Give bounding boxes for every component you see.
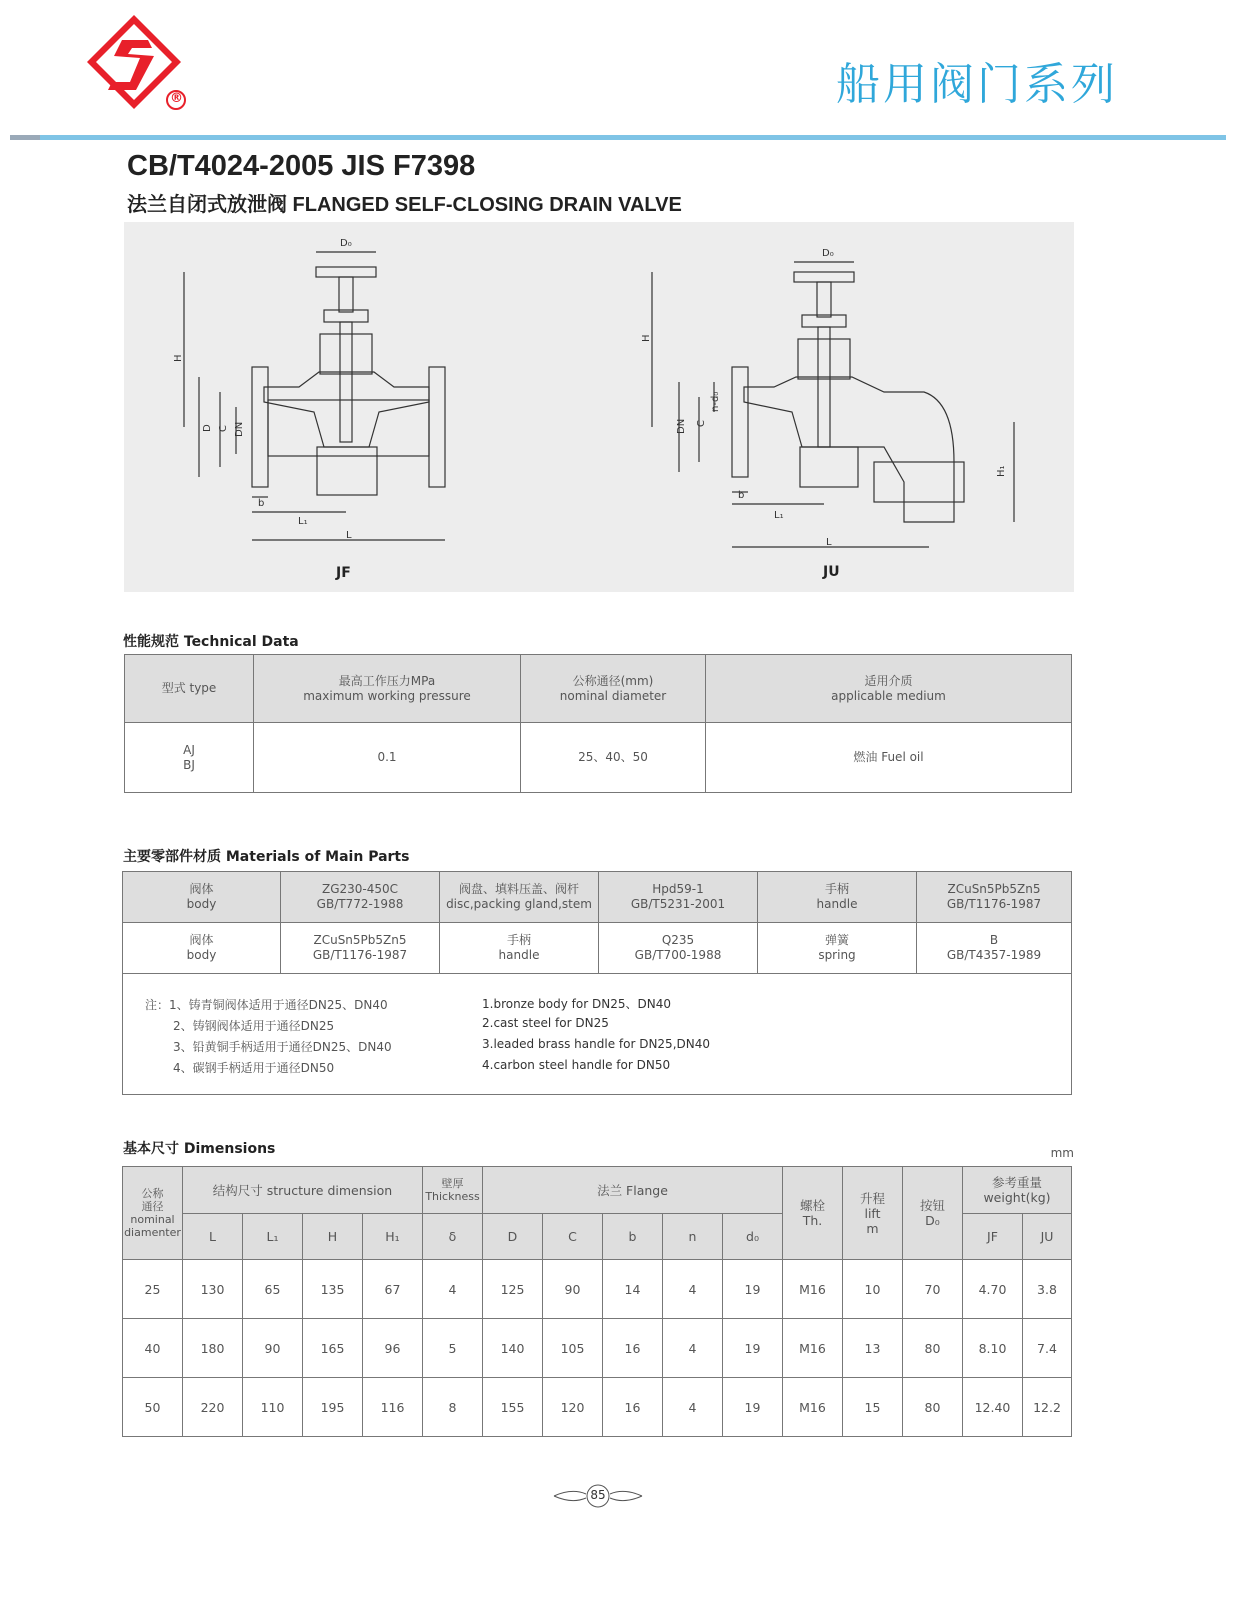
cell: 125 <box>483 1260 543 1319</box>
cell: 19 <box>723 1319 783 1378</box>
ju-stem-top <box>817 282 831 317</box>
materials-table <box>122 871 1072 974</box>
jf-bottom-cap <box>317 447 377 495</box>
ju-outlet-union <box>874 462 964 502</box>
cell: 116 <box>363 1378 423 1437</box>
cell: M16 <box>783 1260 843 1319</box>
cell: M16 <box>783 1319 843 1378</box>
cell: 105 <box>543 1319 603 1378</box>
ju-flange <box>732 367 748 477</box>
ju-bottom-cap <box>800 447 858 487</box>
ju-body <box>744 377 954 522</box>
cell: 90 <box>543 1260 603 1319</box>
cell: 16 <box>603 1378 663 1437</box>
jf-handwheel <box>316 267 376 277</box>
unit-label: mm <box>1050 1146 1074 1160</box>
th-sub: H₁ <box>363 1214 423 1260</box>
cell: 16 <box>603 1319 663 1378</box>
page-number-text: 85 <box>590 1488 606 1502</box>
cell: 65 <box>243 1260 303 1319</box>
cell: 40 <box>123 1319 183 1378</box>
th-sub: JU <box>1023 1214 1072 1260</box>
mat-cell: ZCuSn5Pb5Zn5 GB/T1176-1987 <box>281 923 440 974</box>
cell: 15 <box>843 1378 903 1437</box>
dim-label-d0-jf: D₀ <box>340 238 352 249</box>
th-sub: b <box>603 1214 663 1260</box>
mat-cell: 弹簧 spring <box>758 923 917 974</box>
dim-label-h1-ju: H₁ <box>996 465 1007 477</box>
jf-stem-top <box>339 277 353 312</box>
mat-cell: ZG230-450C GB/T772-1988 <box>281 872 440 923</box>
th-sub: H <box>303 1214 363 1260</box>
jf-body <box>264 372 429 447</box>
dim-label-nd0-ju: n-d₀ <box>710 391 721 412</box>
note-en-3: 3.leaded brass handle for DN25,DN40 <box>482 1037 710 1051</box>
cell: 155 <box>483 1378 543 1437</box>
jf-spring <box>320 334 372 374</box>
dimensions-table <box>122 1166 1072 1437</box>
cell: 80 <box>903 1378 963 1437</box>
th-pressure: 最高工作压力MPa maximum working pressure <box>254 655 521 723</box>
cell: 67 <box>363 1260 423 1319</box>
ju-handwheel <box>794 272 854 282</box>
series-title: 船用阀门系列 <box>836 59 1118 110</box>
th-nominal: 公称 通径 nominal diamenter <box>123 1167 183 1260</box>
table-row <box>123 1319 1072 1378</box>
table-row <box>123 1378 1072 1437</box>
dim-label-h-jf: H <box>173 354 184 362</box>
cell: 90 <box>243 1319 303 1378</box>
materials-heading: 主要零部件材质 Materials of Main Parts <box>123 849 410 865</box>
th-medium: 适用介质 applicable medium <box>706 655 1072 723</box>
ju-label: JU <box>823 564 840 580</box>
cell: 25 <box>123 1260 183 1319</box>
cell: 180 <box>183 1319 243 1378</box>
dim-label-l1-jf: L₁ <box>298 516 308 527</box>
mat-cell: Q235 GB/T700-1988 <box>599 923 758 974</box>
note-cn-2: 2、铸钢阀体适用于通径DN25 <box>173 1019 335 1033</box>
mat-cell: 手柄 handle <box>758 872 917 923</box>
cell: 12.40 <box>963 1378 1023 1437</box>
note-en-2: 2.cast steel for DN25 <box>482 1016 609 1030</box>
th-diameter: 公称通径(mm) nominal diameter <box>521 655 706 723</box>
cell: 13 <box>843 1319 903 1378</box>
cell: 12.2 <box>1023 1378 1072 1437</box>
dim-label-h-ju: H <box>641 334 652 342</box>
cell: 7.4 <box>1023 1319 1072 1378</box>
cell: 120 <box>543 1378 603 1437</box>
dim-label-l-ju: L <box>826 537 832 548</box>
dim-label-l-jf: L <box>346 530 352 541</box>
jf-left-flange <box>252 367 268 487</box>
cell: 130 <box>183 1260 243 1319</box>
dim-label-b-ju: b <box>738 490 745 501</box>
cell: 220 <box>183 1378 243 1437</box>
registered-mark: ® <box>170 91 183 106</box>
jf-right-flange <box>429 367 445 487</box>
materials-notes <box>122 974 1072 1095</box>
cell: 70 <box>903 1260 963 1319</box>
th-sub: JF <box>963 1214 1023 1260</box>
cell: 135 <box>303 1260 363 1319</box>
th-sub: L₁ <box>243 1214 303 1260</box>
cell: 5 <box>423 1319 483 1378</box>
cell: 4 <box>423 1260 483 1319</box>
cell: 50 <box>123 1378 183 1437</box>
ju-spring <box>798 339 850 379</box>
th-flange: 法兰 Flange <box>483 1167 783 1214</box>
note-cn-3: 3、铅黄铜手柄适用于通径DN25、DN40 <box>173 1040 392 1054</box>
cell: 4 <box>663 1378 723 1437</box>
th-sub: δ <box>423 1214 483 1260</box>
cell: M16 <box>783 1378 843 1437</box>
standard-title: CB/T4024-2005 JIS F7398 <box>127 150 476 182</box>
dim-label-dn-jf: DN <box>234 421 245 437</box>
header-rule <box>10 135 1226 140</box>
technical-data-table <box>124 654 1072 793</box>
td-medium: 燃油 Fuel oil <box>706 723 1072 793</box>
cell: 195 <box>303 1378 363 1437</box>
mat-cell: 阀盘、填料压盖、阀杆 disc,packing gland,stem <box>440 872 599 923</box>
note-cn-4: 4、碳钢手柄适用于通径DN50 <box>173 1061 335 1075</box>
th-sub: L <box>183 1214 243 1260</box>
product-title: 法兰自闭式放泄阀 FLANGED SELF-CLOSING DRAIN VALVE <box>127 194 682 216</box>
mat-cell: B GB/T4357-1989 <box>917 923 1072 974</box>
th-type: 型式 type <box>125 655 254 723</box>
th-bolt: 螺栓 Th. <box>783 1167 843 1260</box>
note-en-1: 1.bronze body for DN25、DN40 <box>482 997 671 1011</box>
cell: 140 <box>483 1319 543 1378</box>
note-cn-1: 注：1、铸青铜阀体适用于通径DN25、DN40 <box>145 998 388 1012</box>
th-thickness: 壁厚 Thickness <box>423 1167 483 1214</box>
cell: 19 <box>723 1378 783 1437</box>
cell: 110 <box>243 1378 303 1437</box>
mat-cell: 阀体 body <box>123 872 281 923</box>
cell: 4.70 <box>963 1260 1023 1319</box>
mat-cell: Hpd59-1 GB/T5231-2001 <box>599 872 758 923</box>
th-weight: 参考重量 weight(kg) <box>963 1167 1072 1214</box>
cell: 4 <box>663 1319 723 1378</box>
th-sub: d₀ <box>723 1214 783 1260</box>
cell: 14 <box>603 1260 663 1319</box>
cell: 8.10 <box>963 1319 1023 1378</box>
cell: 3.8 <box>1023 1260 1072 1319</box>
th-lift: 升程 lift m <box>843 1167 903 1260</box>
dim-label-c-jf: C <box>218 425 229 432</box>
dim-label-d-jf: D <box>202 424 213 432</box>
cell: 8 <box>423 1378 483 1437</box>
mat-cell: ZCuSn5Pb5Zn5 GB/T1176-1987 <box>917 872 1072 923</box>
th-button: 按钮 D₀ <box>903 1167 963 1260</box>
th-sub: C <box>543 1214 603 1260</box>
mat-cell: 手柄 handle <box>440 923 599 974</box>
technical-data-heading: 性能规范 Technical Data <box>123 634 299 650</box>
cell: 96 <box>363 1319 423 1378</box>
th-sub: D <box>483 1214 543 1260</box>
valve-drawing-svg <box>124 222 1074 592</box>
ju-stem <box>818 327 830 447</box>
page-number <box>552 1483 644 1509</box>
company-logo <box>84 12 192 112</box>
jf-stem <box>340 322 352 442</box>
td-type: AJ BJ <box>125 723 254 793</box>
td-pressure: 0.1 <box>254 723 521 793</box>
cell: 19 <box>723 1260 783 1319</box>
th-structure: 结构尺寸 structure dimension <box>183 1167 423 1214</box>
note-en-4: 4.carbon steel handle for DN50 <box>482 1058 671 1072</box>
dim-label-d0-ju: D₀ <box>822 248 834 259</box>
cell: 80 <box>903 1319 963 1378</box>
header-rule-accent <box>10 135 40 140</box>
cell: 4 <box>663 1260 723 1319</box>
cell: 165 <box>303 1319 363 1378</box>
mat-cell: 阀体 body <box>123 923 281 974</box>
dim-label-b-jf: b <box>258 498 265 509</box>
dim-label-dn-ju: DN <box>676 418 687 434</box>
th-sub: n <box>663 1214 723 1260</box>
td-diameter: 25、40、50 <box>521 723 706 793</box>
jf-label: JF <box>336 565 351 581</box>
table-row <box>123 1260 1072 1319</box>
dimensions-heading: 基本尺寸 Dimensions <box>123 1141 276 1157</box>
dim-label-l1-ju: L₁ <box>774 510 784 521</box>
dim-label-c-ju: C <box>696 420 707 427</box>
cell: 10 <box>843 1260 903 1319</box>
valve-drawing <box>124 222 1074 592</box>
